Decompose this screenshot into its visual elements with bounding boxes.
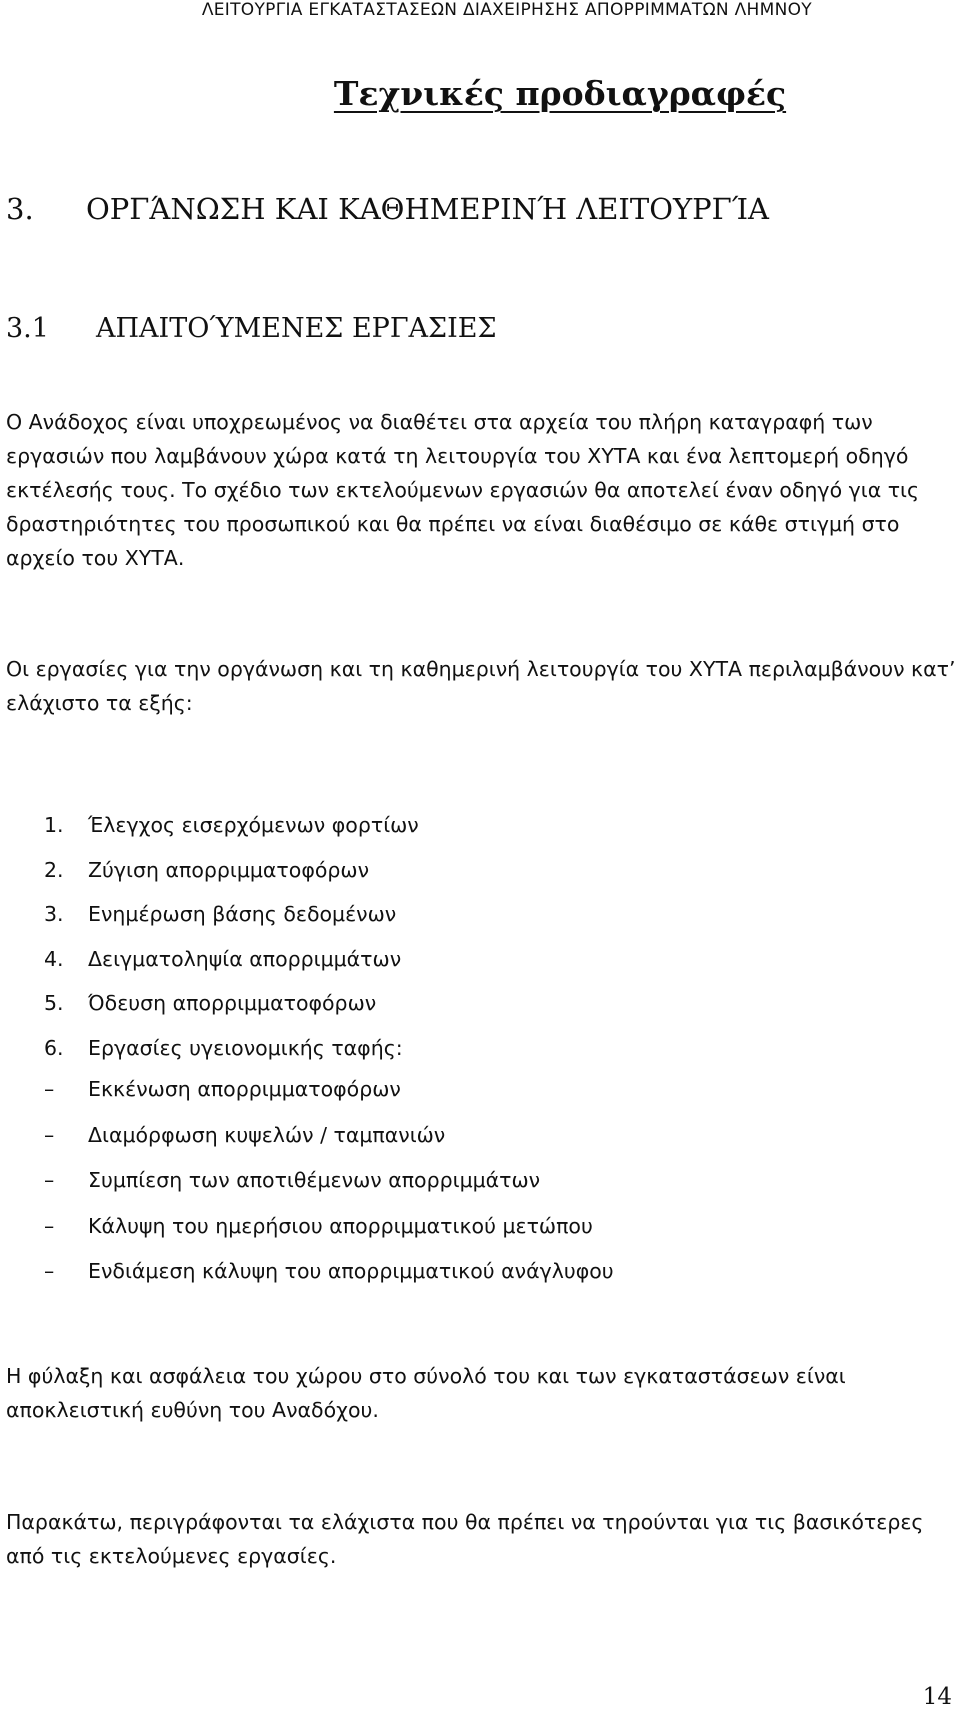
list-item-text: Κάλυψη του ημερήσιου απορριμματικού μετώπου (88, 1213, 593, 1238)
section-title: ΟΡΓΆΝΩΣΗ ΚΑΙ ΚΑΘΗΜΕΡΙΝΉ ΛΕΙΤΟΥΡΓΊΑ (86, 192, 770, 226)
list-item-text: Εκκένωση απορριμματοφόρων (88, 1077, 401, 1101)
list-item (44, 1026, 419, 1071)
list-item-text: Εργασίες υγειονομικής ταφής: (88, 1035, 403, 1060)
list-marker: 6. (44, 1035, 64, 1060)
list-item (44, 1067, 614, 1113)
list-item-text: Ζύγιση απορριμματοφόρων (88, 857, 370, 882)
list-item (44, 1204, 614, 1250)
section-heading (6, 192, 769, 226)
subsection-heading (6, 313, 497, 344)
list-item (44, 803, 419, 848)
dash-marker: – (44, 1168, 55, 1192)
closing-paragraph: Παρακάτω, περιγράφονται τα ελάχιστα που θα πρέπει να τηρούνται για τις βασικότερες από τις εκτελούμενες εργασίες. (6, 1510, 924, 1568)
list-item-text: Ενδιάμεση κάλυψη του απορριμματικού ανάγλυφου (88, 1259, 614, 1283)
list-marker: 3. (44, 902, 64, 926)
landfill-subtasks-list (44, 1067, 614, 1295)
running-header: ΛΕΙΤΟΥΡΓΙΑ ΕΓΚΑΤΑΣΤΑΣΕΩΝ ΔΙΑΧΕΙΡΗΣΗΣ ΑΠΟΡΡΙΜΜΑΤΩΝ ΛΗΜΝΟΥ (201, 0, 812, 20)
list-marker: 1. (44, 813, 64, 837)
list-item (44, 981, 419, 1026)
dash-marker: – (44, 1077, 55, 1101)
document-title: Τεχνικές προδιαγραφές (333, 74, 787, 113)
list-item (44, 892, 419, 937)
dash-marker: – (44, 1213, 55, 1238)
dash-marker: – (44, 1259, 55, 1283)
list-marker: 2. (44, 857, 64, 882)
security-paragraph: Η φύλαξη και ασφάλεια του χώρου στο σύνολό του και των εγκαταστάσεων είναι αποκλειστική ευθύνη του Αναδόχου. (6, 1364, 846, 1422)
list-item-text: Όδευση απορριμματοφόρων (88, 991, 377, 1015)
list-item (44, 1158, 614, 1204)
section-number: 3. (6, 192, 34, 226)
list-item (44, 1249, 614, 1295)
list-item-text: Δειγματοληψία απορριμμάτων (88, 946, 402, 971)
list-item (44, 848, 419, 893)
list-marker: 5. (44, 991, 64, 1015)
page-number: 14 (922, 1684, 952, 1710)
dash-marker: – (44, 1122, 55, 1147)
tasks-intro-paragraph: Οι εργασίες για την οργάνωση και τη καθημερινή λειτουργία του ΧΥΤΑ περιλαμβάνουν κατ’ ελάχιστο τα εξής: (6, 657, 956, 715)
list-marker: 4. (44, 946, 64, 971)
list-item-text: Διαμόρφωση κυψελών / ταμπανιών (88, 1122, 446, 1147)
list-item-text: Έλεγχος εισερχόμενων φορτίων (88, 813, 419, 837)
list-item (44, 937, 419, 982)
tasks-list (44, 803, 419, 1070)
list-item (44, 1113, 614, 1159)
list-item-text: Ενημέρωση βάσης δεδομένων (88, 902, 397, 926)
subsection-number: 3.1 (6, 313, 49, 344)
intro-paragraph: Ο Ανάδοχος είναι υποχρεωμένος να διαθέτει στα αρχεία του πλήρη καταγραφή των εργασιών που λαμβάνουν χώρα κατά τη λειτουργία του ΧΥΤΑ και ένα λεπτομερή οδηγό εκτέλεσής τους. Το σχέδιο των εκτελούμενων εργασιών θα αποτελεί έναν οδηγό για τις δραστηριότητες του προσωπικού και θα πρέπει να είναι διαθέσιμο σε κάθε στιγμή στο αρχείο του ΧΥΤΑ. (6, 410, 920, 570)
subsection-title: ΑΠΑΙΤΟΎΜΕΝΕΣ ΕΡΓΑΣΙΕΣ (96, 313, 497, 344)
list-item-text: Συμπίεση των αποτιθέμενων απορριμμάτων (88, 1168, 541, 1192)
